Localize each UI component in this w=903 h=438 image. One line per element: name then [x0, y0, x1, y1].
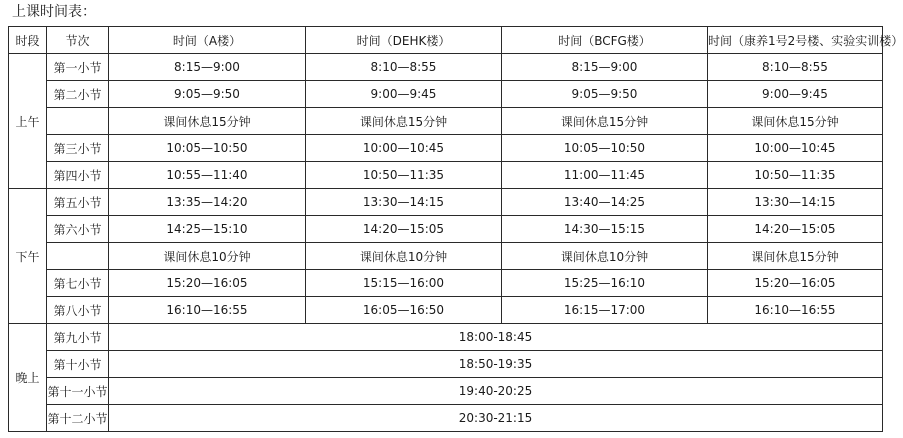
section-cell: 第八小节 — [47, 297, 109, 324]
period-afternoon: 下午 — [9, 189, 47, 324]
break-cell: 课间休息10分钟 — [109, 243, 306, 270]
header-col-bcfg: 时间（BCFG楼） — [502, 27, 708, 54]
section-cell: 第七小节 — [47, 270, 109, 297]
header-period: 时段 — [9, 27, 47, 54]
time-cell: 15:25—16:10 — [502, 270, 708, 297]
time-cell: 9:05—9:50 — [502, 81, 708, 108]
break-cell: 课间休息15分钟 — [708, 243, 883, 270]
time-cell: 9:00—9:45 — [306, 81, 502, 108]
time-cell: 10:05—10:50 — [109, 135, 306, 162]
time-cell: 14:30—15:15 — [502, 216, 708, 243]
time-cell: 8:10—8:55 — [306, 54, 502, 81]
section-cell: 第五小节 — [47, 189, 109, 216]
time-cell: 14:20—15:05 — [708, 216, 883, 243]
time-cell: 15:20—16:05 — [708, 270, 883, 297]
page-title: 上课时间表： — [12, 4, 96, 20]
section-cell — [47, 108, 109, 135]
table-row — [9, 81, 883, 108]
table-row — [9, 189, 883, 216]
table-row — [9, 216, 883, 243]
time-cell-merged: 19:40-20:25 — [109, 378, 883, 405]
time-cell: 13:35—14:20 — [109, 189, 306, 216]
break-cell: 课间休息10分钟 — [502, 243, 708, 270]
time-cell: 16:10—16:55 — [109, 297, 306, 324]
header-section: 节次 — [47, 27, 109, 54]
section-cell: 第六小节 — [47, 216, 109, 243]
header-col-a: 时间（A楼） — [109, 27, 306, 54]
break-row — [9, 108, 883, 135]
time-cell: 14:25—15:10 — [109, 216, 306, 243]
time-cell: 13:30—14:15 — [306, 189, 502, 216]
table-row — [9, 270, 883, 297]
section-cell: 第十二小节 — [47, 405, 109, 432]
time-cell: 10:55—11:40 — [109, 162, 306, 189]
header-row — [9, 27, 883, 54]
section-cell: 第九小节 — [47, 324, 109, 351]
time-cell: 10:50—11:35 — [306, 162, 502, 189]
time-cell-merged: 20:30-21:15 — [109, 405, 883, 432]
section-cell: 第十小节 — [47, 351, 109, 378]
time-cell-merged: 18:50-19:35 — [109, 351, 883, 378]
time-cell: 9:00—9:45 — [708, 81, 883, 108]
break-row — [9, 243, 883, 270]
table-row — [9, 162, 883, 189]
header-col-dehk: 时间（DEHK楼） — [306, 27, 502, 54]
time-cell: 16:15—17:00 — [502, 297, 708, 324]
table-row — [9, 297, 883, 324]
section-cell: 第二小节 — [47, 81, 109, 108]
schedule-table — [8, 26, 903, 432]
header-col-kangyang: 时间（康养1号2号楼、实验实训楼） — [708, 27, 883, 54]
table-row — [9, 378, 883, 405]
break-cell: 课间休息15分钟 — [502, 108, 708, 135]
time-cell: 10:05—10:50 — [502, 135, 708, 162]
time-cell: 16:05—16:50 — [306, 297, 502, 324]
break-cell: 课间休息15分钟 — [708, 108, 883, 135]
time-cell-merged: 18:00-18:45 — [109, 324, 883, 351]
time-cell: 8:15—9:00 — [502, 54, 708, 81]
table-row — [9, 135, 883, 162]
section-cell: 第一小节 — [47, 54, 109, 81]
break-cell: 课间休息10分钟 — [306, 243, 502, 270]
time-cell: 15:20—16:05 — [109, 270, 306, 297]
period-morning: 上午 — [9, 54, 47, 189]
table-row — [9, 405, 883, 432]
table-row — [9, 54, 883, 81]
break-cell: 课间休息15分钟 — [306, 108, 502, 135]
table-row — [9, 351, 883, 378]
section-cell: 第四小节 — [47, 162, 109, 189]
time-cell: 13:40—14:25 — [502, 189, 708, 216]
time-cell: 10:00—10:45 — [708, 135, 883, 162]
time-cell: 16:10—16:55 — [708, 297, 883, 324]
break-cell: 课间休息15分钟 — [109, 108, 306, 135]
section-cell: 第十一小节 — [47, 378, 109, 405]
time-cell: 9:05—9:50 — [109, 81, 306, 108]
table-row — [9, 324, 883, 351]
time-cell: 8:15—9:00 — [109, 54, 306, 81]
time-cell: 14:20—15:05 — [306, 216, 502, 243]
time-cell: 10:50—11:35 — [708, 162, 883, 189]
time-cell: 10:00—10:45 — [306, 135, 502, 162]
time-cell: 15:15—16:00 — [306, 270, 502, 297]
section-cell — [47, 243, 109, 270]
time-cell: 11:00—11:45 — [502, 162, 708, 189]
section-cell: 第三小节 — [47, 135, 109, 162]
time-cell: 13:30—14:15 — [708, 189, 883, 216]
period-evening: 晚上 — [9, 324, 47, 432]
time-cell: 8:10—8:55 — [708, 54, 883, 81]
